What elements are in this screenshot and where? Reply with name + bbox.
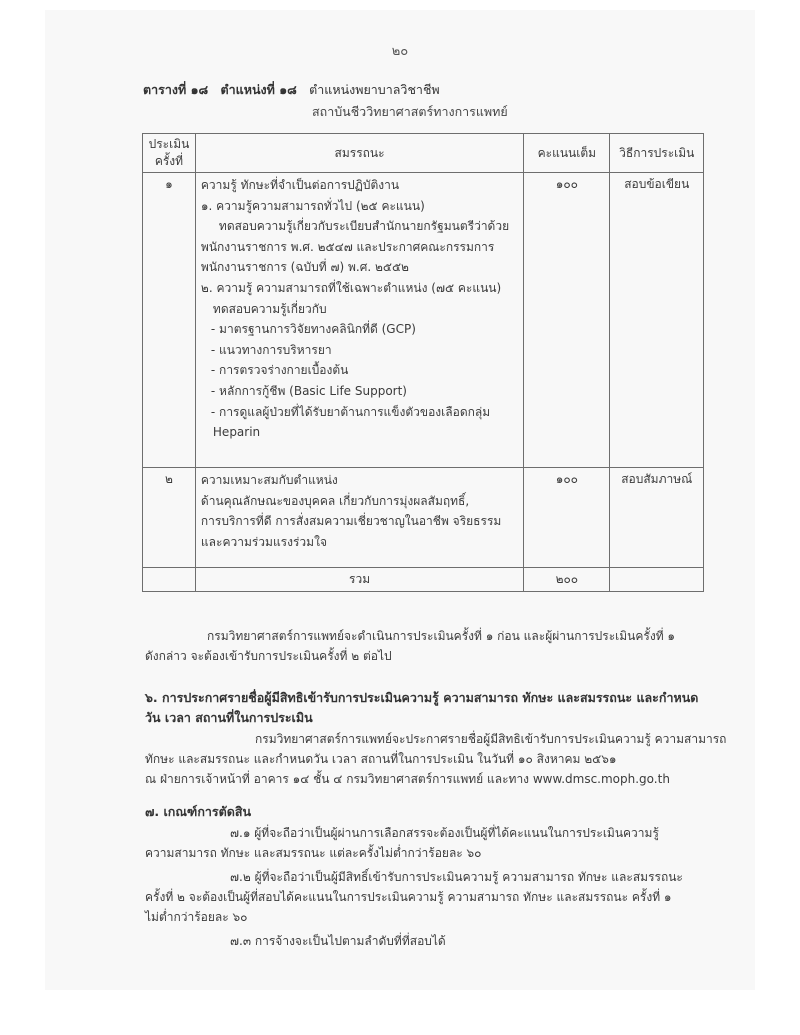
caption-label: ตารางที่ ๑๘ [143, 82, 209, 97]
section-7-body: ๗.๑ ผู้ที่จะถือว่าเป็นผู้ผ่านการเลือกสรรจะต้องเป็นผู้ที่ได้คะแนนในการประเมินความรู้ ความสามารถ ทักษะ และสมรรถนะ แต่ละครั้งไม่ต่ำกว่าร้อยละ ๖๐ ๗.๒ ผู้ที่จะถือว่าเป็นผู้มีสิทธิ์เข้ารับการประเมินความรู้ ความสามารถ ทักษะ และสมรรถนะ ครั้งที่ ๒ จะต้องเป็นผู้ที่สอบได้คะแนนในการประเมินความรู้ ความสามารถ ทักษะ และสมรรถนะ ครั้งที่ ๑ ไม่ต่ำกว่าร้อยละ ๖๐ ๗.๓ การจ้างจะเป็นไปตามลำดับที่ที่สอบได้ [145, 826, 683, 948]
assessment-order-paragraph: กรมวิทยาศาสตร์การแพทย์จะดำเนินการประเมินครั้งที่ ๑ ก่อน และผู้ผ่านการประเมินครั้งที่ ๑ ดังกล่าว จะต้องเข้ารับการประเมินครั้งที่ ๒ ต่อไป [145, 629, 676, 663]
header-competency: สมรรถนะ [195, 134, 523, 173]
cell-competency: ความรู้ ทักษะที่จำเป็นต่อการปฏิบัติงาน ๑. ความรู้ความสามารถทั่วไป (๒๕ คะแนน) ทดสอบความรู้เกี่ยวกับระเบียบสำนักนายกรัฐมนตรีว่าด้วย พนักงานราชการ พ.ศ. ๒๕๔๗ และประกาศคณะกรรมการ พนักงานราชการ (ฉบับที่ ๗) พ.ศ. ๒๕๕๒ ๒. ความรู้ ความสามารถที่ใช้เฉพาะตำแหน่ง (๗๕ คะแนน) ทดสอบความรู้เกี่ยวกับ - มาตรฐานการวิจัยทางคลินิกที่ดี (GCP) - แนวทางการบริหารยา - การตรวจร่างกายเบื้องต้น - หลักการกู้ชีพ (Basic Life Support) - การดูแลผู้ป่วยที่ได้รับยาต้านการแข็งตัวของเลือดกลุ่ม Heparin [195, 173, 523, 468]
cell-score: ๑๐๐ [524, 468, 610, 568]
table-total-row [143, 568, 704, 592]
cell-competency: ความเหมาะสมกับตำแหน่ง ด้านคุณลักษณะของบุคคล เกี่ยวกับการมุ่งผลสัมฤทธิ์, การบริการที่ดี การสั่งสมความเชี่ยวชาญในอาชีพ จริยธรรม และความร่วมแรงร่วมใจ [195, 468, 523, 568]
header-method: วิธีการประเมิน [610, 134, 704, 173]
section-6-heading: ๖. การประกาศรายชื่อผู้มีสิทธิเข้ารับการประเมินความรู้ ความสามารถ ทักษะ และสมรรถนะ และกำหนด วัน เวลา สถานที่ในการประเมิน [145, 690, 699, 725]
cell-method: สอบข้อเขียน [610, 173, 704, 468]
header-round: ประเมิน ครั้งที่ [143, 134, 196, 173]
caption-position-no: ตำแหน่งที่ ๑๘ [220, 82, 297, 97]
caption-position-title: ตำแหน่งพยาบาลวิชาชีพ [309, 82, 440, 97]
section-7-heading: ๗. เกณฑ์การตัดสิน [145, 804, 252, 819]
total-label: รวม [195, 568, 523, 592]
header-full-score: คะแนนเต็ม [524, 134, 610, 173]
cell-round: ๒ [143, 468, 196, 568]
cell-score: ๑๐๐ [524, 173, 610, 468]
section-6-body: กรมวิทยาศาสตร์การแพทย์จะประกาศรายชื่อผู้มีสิทธิเข้ารับการประเมินความรู้ ความสามารถ ทักษะ และสมรรถนะ และกำหนดวัน เวลา สถานที่ในการประเมิน ในวันที่ ๑๐ สิงหาคม ๒๕๖๑ ณ ฝ่ายการเจ้าหน้าที่ อาคาร ๑๔ ชั้น ๔ กรมวิทยาศาสตร์การแพทย์ และทาง www.dmsc.moph.go.th [145, 732, 727, 786]
table-header-row [143, 134, 704, 173]
page-number: ๒๐ [391, 44, 409, 59]
total-score: ๒๐๐ [524, 568, 610, 592]
assessment-table [142, 133, 704, 592]
cell-method: สอบสัมภาษณ์ [610, 468, 704, 568]
table-row [143, 173, 704, 468]
table-caption [143, 80, 440, 100]
table-row [143, 468, 704, 568]
caption-department: สถาบันชีววิทยาศาสตร์ทางการแพทย์ [312, 104, 508, 119]
cell-round: ๑ [143, 173, 196, 468]
